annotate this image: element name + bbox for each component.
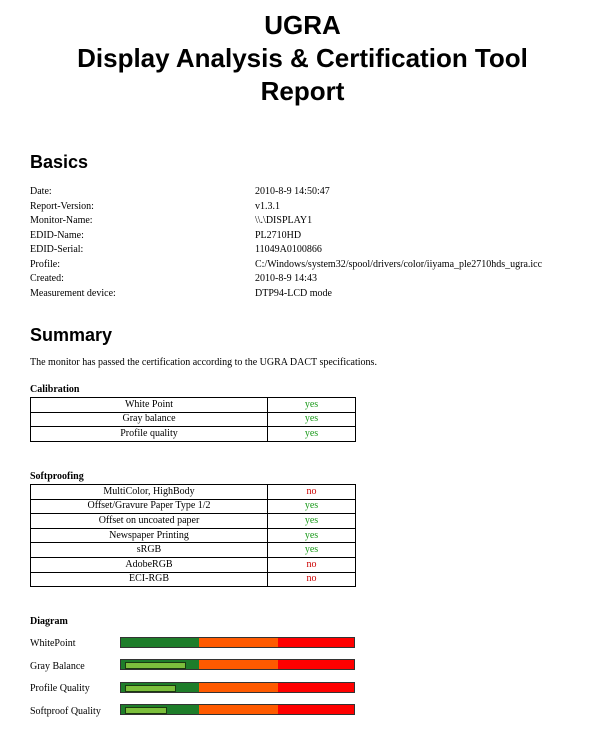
basics-row bbox=[30, 229, 600, 244]
basics-value: \\.\DISPLAY1 bbox=[255, 215, 313, 226]
bar-segment-bad bbox=[278, 705, 354, 714]
criterion-name: Gray balance bbox=[31, 412, 268, 427]
criterion-name: Profile quality bbox=[31, 427, 268, 442]
calibration-heading: Calibration bbox=[30, 384, 80, 395]
quality-indicator bbox=[125, 662, 186, 669]
diagram-label-gray-balance: Gray Balance bbox=[30, 661, 85, 672]
report-title bbox=[0, 9, 605, 108]
table-row bbox=[31, 514, 356, 529]
table-row bbox=[31, 485, 356, 500]
softproofing-heading: Softproofing bbox=[30, 471, 84, 482]
basics-value: PL2710HD bbox=[255, 229, 302, 241]
diagram-bar-gray-balance bbox=[120, 659, 355, 670]
basics-row bbox=[30, 258, 600, 273]
diagram-bar-profile-quality bbox=[120, 682, 355, 693]
criterion-result: yes bbox=[268, 398, 356, 413]
summary-text: The monitor has passed the certification according to the UGRA DACT specifications. bbox=[30, 357, 377, 368]
criterion-name: ECI-RGB bbox=[31, 572, 268, 587]
table-row bbox=[31, 528, 356, 543]
diagram-heading: Diagram bbox=[30, 616, 68, 627]
table-row bbox=[31, 427, 356, 442]
table-row bbox=[31, 412, 356, 427]
basics-value: 11049A0100866 bbox=[255, 244, 322, 255]
bar-segment-bad bbox=[278, 660, 354, 669]
criterion-result: no bbox=[268, 572, 356, 587]
basics-row bbox=[30, 185, 600, 200]
basics-row bbox=[30, 214, 600, 229]
basics-list bbox=[30, 185, 600, 301]
basics-key: Measurement device: bbox=[30, 287, 116, 299]
basics-value: DTP94-LCD mode bbox=[255, 287, 332, 299]
basics-value: 2010-8-9 14:43 bbox=[255, 273, 317, 284]
bar-segment-bad bbox=[278, 638, 354, 647]
summary-heading: Summary bbox=[30, 325, 113, 345]
criterion-name: Offset/Gravure Paper Type 1/2 bbox=[31, 499, 268, 514]
criterion-name: AdobeRGB bbox=[31, 557, 268, 572]
table-row bbox=[31, 543, 356, 558]
basics-row bbox=[30, 287, 600, 302]
criterion-name: MultiColor, HighBody bbox=[31, 485, 268, 500]
basics-key: Monitor-Name: bbox=[30, 215, 93, 226]
basics-value: v1.3.1 bbox=[255, 200, 280, 212]
diagram-bar-softproof-quality bbox=[120, 704, 355, 715]
basics-key: EDID-Name: bbox=[30, 229, 84, 241]
table-row bbox=[31, 557, 356, 572]
bar-segment-good bbox=[121, 638, 199, 647]
criterion-result: yes bbox=[268, 514, 356, 529]
bar-segment-medium bbox=[199, 683, 278, 692]
criterion-result: yes bbox=[268, 528, 356, 543]
table-row bbox=[31, 572, 356, 587]
diagram-label-profile-quality: Profile Quality bbox=[30, 683, 90, 694]
table-row bbox=[31, 499, 356, 514]
basics-value: C:/Windows/system32/spool/drivers/color/iiyama_ple2710hds_ugra.icc bbox=[255, 258, 543, 270]
basics-key: Created: bbox=[30, 273, 64, 284]
criterion-result: yes bbox=[268, 427, 356, 442]
title-line-2: Display Analysis & Certification Tool bbox=[77, 43, 528, 73]
bar-segment-medium bbox=[199, 660, 278, 669]
bar-segment-bad bbox=[278, 683, 354, 692]
quality-indicator bbox=[125, 707, 167, 714]
criterion-name: Newspaper Printing bbox=[31, 528, 268, 543]
basics-value: 2010-8-9 14:50:47 bbox=[255, 186, 330, 197]
softproofing-table bbox=[30, 484, 356, 587]
criterion-result: yes bbox=[268, 543, 356, 558]
calibration-table bbox=[30, 397, 356, 442]
basics-key: Profile: bbox=[30, 258, 60, 270]
diagram-label-softproof-quality: Softproof Quality bbox=[30, 706, 101, 717]
quality-indicator bbox=[125, 685, 176, 692]
bar-segment-medium bbox=[199, 638, 278, 647]
basics-key: Report-Version: bbox=[30, 200, 94, 212]
title-line-1: UGRA bbox=[264, 10, 341, 40]
basics-row bbox=[30, 200, 600, 215]
criterion-result: yes bbox=[268, 499, 356, 514]
basics-row bbox=[30, 272, 600, 287]
criterion-result: no bbox=[268, 557, 356, 572]
bar-segment-medium bbox=[199, 705, 278, 714]
basics-row bbox=[30, 243, 600, 258]
criterion-name: White Point bbox=[31, 398, 268, 413]
diagram-label-whitepoint: WhitePoint bbox=[30, 638, 76, 649]
basics-heading: Basics bbox=[30, 152, 89, 172]
criterion-name: Offset on uncoated paper bbox=[31, 514, 268, 529]
criterion-result: no bbox=[268, 485, 356, 500]
diagram-bar-whitepoint bbox=[120, 637, 355, 648]
basics-key: EDID-Serial: bbox=[30, 244, 84, 255]
criterion-result: yes bbox=[268, 412, 356, 427]
table-row bbox=[31, 398, 356, 413]
basics-key: Date: bbox=[30, 186, 52, 197]
criterion-name: sRGB bbox=[31, 543, 268, 558]
title-line-3: Report bbox=[260, 76, 345, 106]
